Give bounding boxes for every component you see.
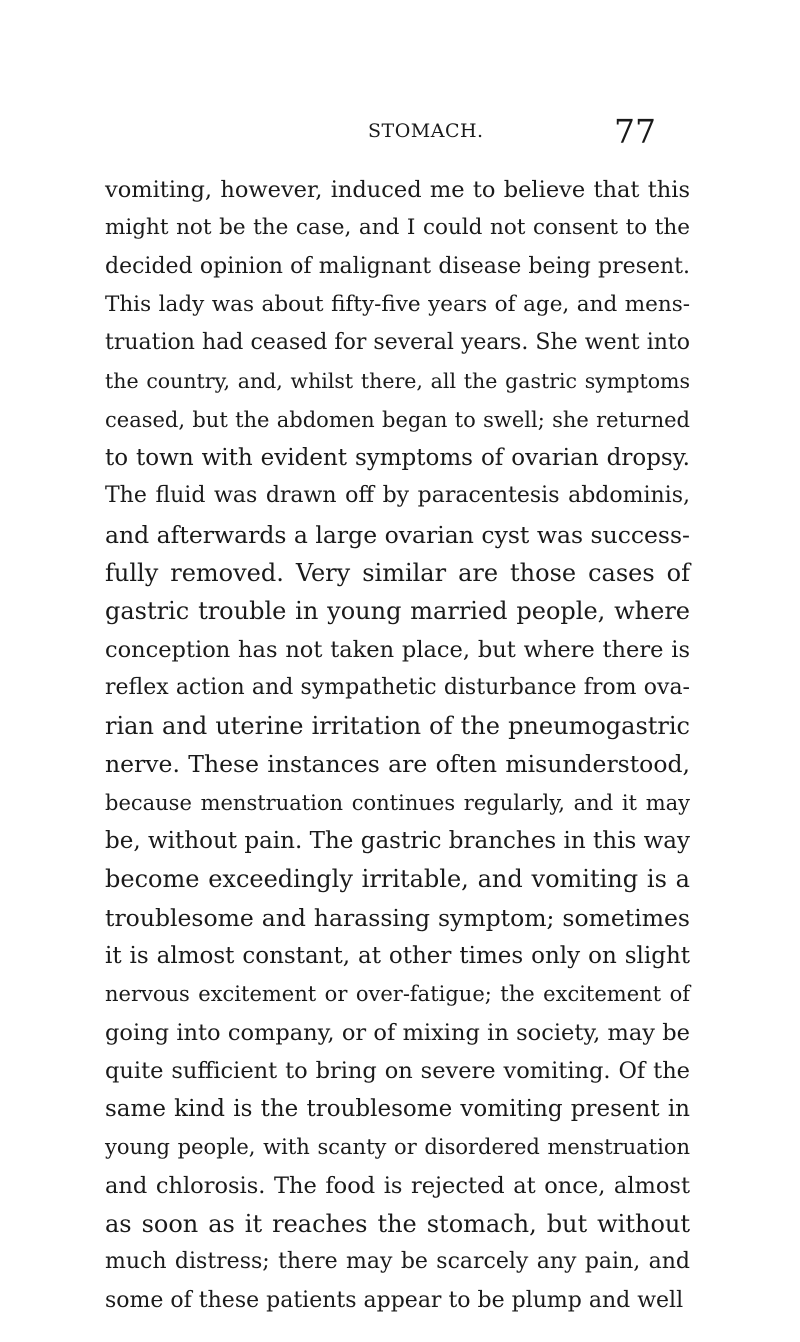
page-number: 77 <box>614 112 656 151</box>
text-line: to town with evident symptoms of ovarian dropsy. <box>105 445 690 472</box>
text-line: The fluid was drawn off by paracentesis abdominis, <box>105 483 690 509</box>
text-line: vomiting, however, induced me to believe that this <box>105 177 690 203</box>
text-line: rian and uterine irritation of the pneumogastric <box>105 712 690 741</box>
text-line: might not be the case, and I could not consent to the <box>105 215 690 241</box>
text-line: reflex action and sympathetic disturbance from ova- <box>105 674 690 700</box>
body-text <box>105 171 690 1320</box>
text-line: become exceedingly irritable, and vomiting is a <box>105 865 690 894</box>
text-line: and chlorosis. The food is rejected at once, almost <box>105 1172 690 1199</box>
text-line: troublesome and harassing symptom; sometimes <box>105 903 690 932</box>
text-line: ceased, but the abdomen began to swell; she returned <box>105 407 690 432</box>
running-head: STOMACH. <box>368 120 484 142</box>
text-line: and afterwards a large ovarian cyst was success- <box>105 520 690 549</box>
text-line: quite sufficient to bring on severe vomiting. Of the <box>105 1057 690 1084</box>
text-line: This lady was about fifty-five years of age, and mens- <box>105 291 690 317</box>
text-line: much distress; there may be scarcely any pain, and <box>105 1249 690 1275</box>
text-line: fully removed. Very similar are those cases of <box>105 558 690 587</box>
text-line: the country, and, whilst there, all the gastric symptoms <box>105 369 690 394</box>
text-line: decided opinion of malignant disease being present. <box>105 253 690 279</box>
text-line: because menstruation continues regularly, and it may <box>105 790 690 815</box>
text-line: young people, with scanty or disordered menstruation <box>105 1135 690 1160</box>
text-line: as soon as it reaches the stomach, but without <box>105 1210 690 1239</box>
text-line: nervous excitement or over-fatigue; the excitement of <box>105 982 690 1007</box>
text-line: nerve. These instances are often misunderstood, <box>105 750 690 779</box>
text-line: going into company, or of mixing in society, may be <box>105 1019 690 1046</box>
text-line: be, without pain. The gastric branches in this way <box>105 828 690 855</box>
text-line: same kind is the troublesome vomiting present in <box>105 1096 690 1123</box>
text-line: some of these patients appear to be plump and well <box>105 1287 684 1313</box>
text-line: it is almost constant, at other times only on slight <box>105 942 690 969</box>
text-line: gastric trouble in young married people, where <box>105 597 690 626</box>
page-header <box>0 112 800 158</box>
text-line: truation had ceased for several years. She went into <box>105 330 690 356</box>
text-line: conception has not taken place, but where there is <box>105 636 690 663</box>
